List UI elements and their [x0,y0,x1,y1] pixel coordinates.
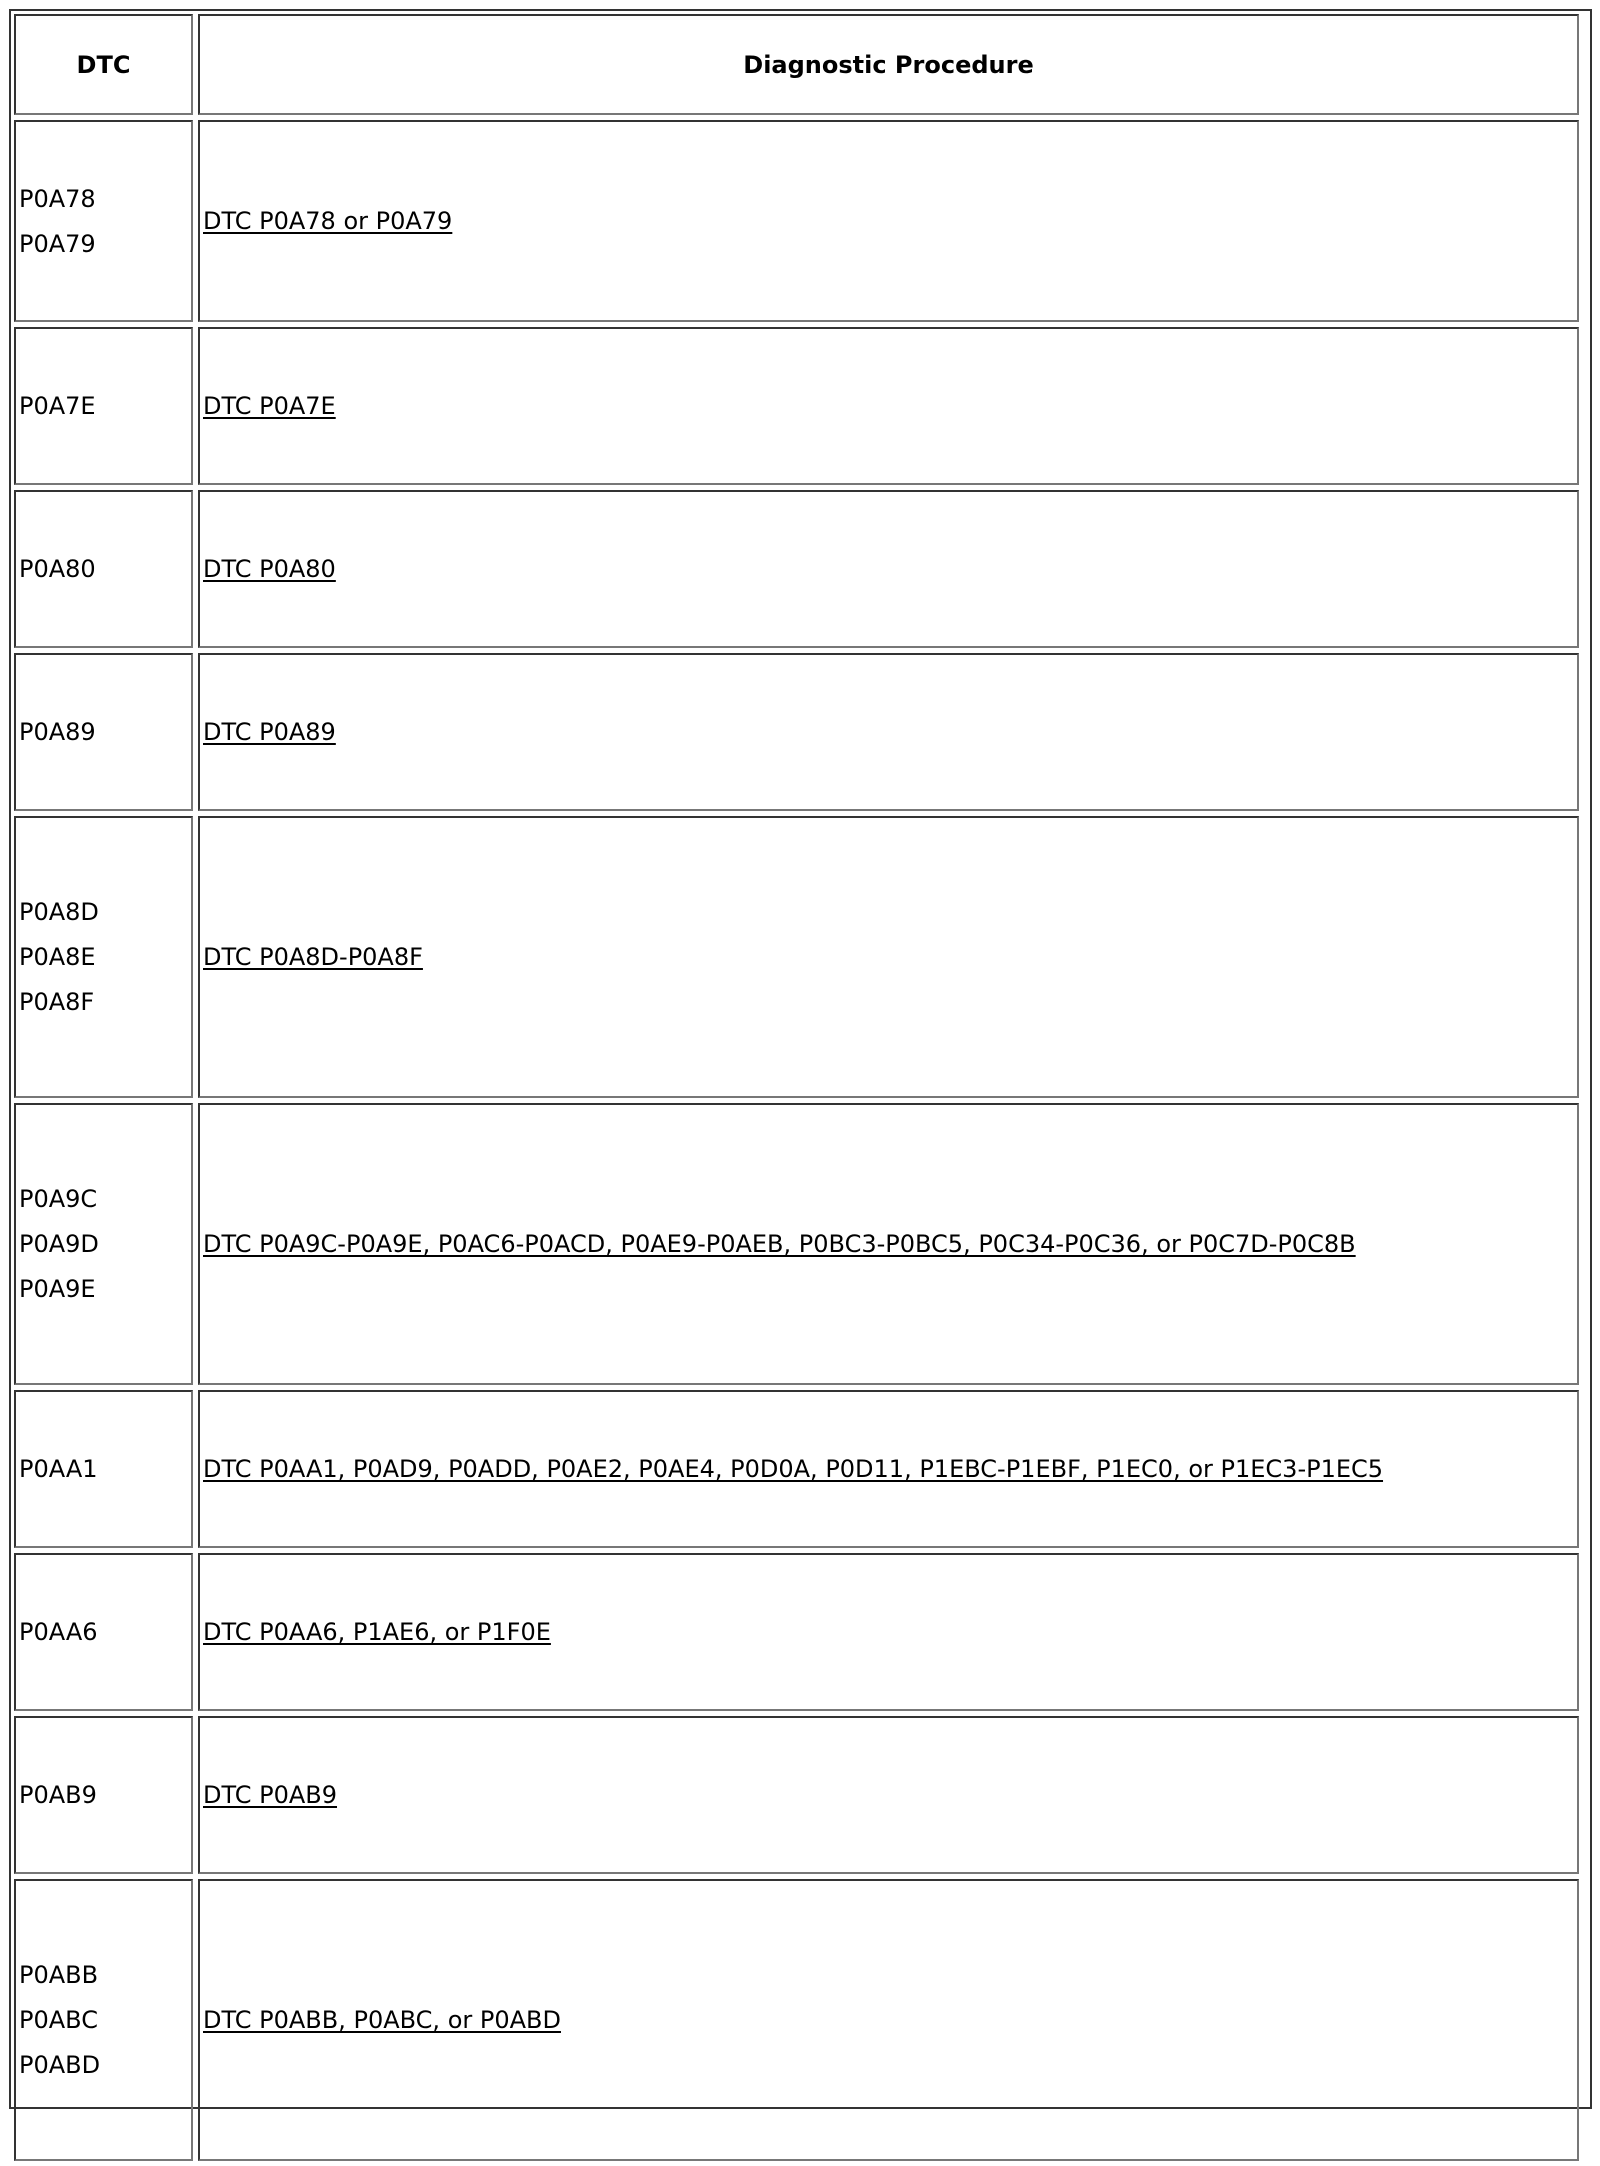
dtc-code-cell [14,1553,193,1711]
dtc-code: P0A9D [19,1230,99,1258]
table-row [14,120,1579,322]
diagnostic-procedure-link[interactable]: DTC P0A7E [203,392,336,420]
dtc-code: P0A9E [19,1275,96,1303]
table-body [14,120,1579,2161]
dtc-code: P0A8F [19,988,95,1016]
dtc-code: P0A79 [19,229,96,258]
dtc-code-cell [14,1103,193,1385]
diagnostic-procedure-cell [198,816,1579,1098]
dtc-table [9,9,1584,2166]
dtc-code-cell [14,490,193,648]
dtc-code: P0AA6 [19,1618,98,1646]
dtc-code-cell [14,816,193,1098]
diagnostic-procedure-link[interactable]: DTC P0AA1, P0AD9, P0ADD, P0AE2, P0AE4, P0D0A, P0D11, P1EBC-P1EBF, P1EC0, or P1EC3-P1EC5 [203,1455,1384,1483]
dtc-code-cell [14,120,193,322]
dtc-code: P0A78 [19,184,96,213]
table-row [14,816,1579,1098]
table-row [14,490,1579,648]
table-row [14,1716,1579,1874]
diagnostic-procedure-cell [198,653,1579,811]
diagnostic-procedure-link[interactable]: DTC P0A8D-P0A8F [203,943,423,971]
diagnostic-procedure-link[interactable]: DTC P0A9C-P0A9E, P0AC6-P0ACD, P0AE9-P0AEB, P0BC3-P0BC5, P0C34-P0C36, or P0C7D-P0C8B [203,1230,1356,1258]
dtc-code-cell [14,653,193,811]
dtc-code: P0A8E [19,943,96,971]
table-row [14,1103,1579,1385]
diagnostic-procedure-link[interactable]: DTC P0A80 [203,555,336,583]
dtc-code-cell [14,1716,193,1874]
dtc-code: P0A7E [19,392,96,420]
dtc-code: P0ABD [19,2051,101,2079]
diagnostic-procedure-cell [198,1879,1579,2161]
dtc-code-cell [14,327,193,485]
diagnostic-procedure-link[interactable]: DTC P0A78 or P0A79 [203,207,453,235]
table-row [14,1879,1579,2161]
diagnostic-procedure-cell [198,1553,1579,1711]
dtc-code: P0ABC [19,2006,98,2034]
dtc-code-cell [14,1390,193,1548]
diagnostic-procedure-link[interactable]: DTC P0A89 [203,718,336,746]
diagnostic-procedure-link[interactable]: DTC P0AB9 [203,1781,338,1809]
diagnostic-procedure-cell [198,1390,1579,1548]
table-row [14,653,1579,811]
header-diagnostic-procedure: Diagnostic Procedure [198,14,1579,115]
diagnostic-procedure-cell [198,490,1579,648]
table-row [14,1390,1579,1548]
dtc-code: P0A8D [19,898,99,926]
header-dtc: DTC [14,14,193,115]
dtc-code: P0ABB [19,1961,99,1989]
dtc-table-frame [9,9,1592,2109]
table-row [14,327,1579,485]
table-row [14,1553,1579,1711]
dtc-code: P0A9C [19,1185,98,1213]
table-header-row [14,14,1579,115]
dtc-code: P0AA1 [19,1455,98,1483]
dtc-code: P0A89 [19,718,96,746]
diagnostic-procedure-cell [198,120,1579,322]
diagnostic-procedure-link[interactable]: DTC P0ABB, P0ABC, or P0ABD [203,2006,561,2034]
dtc-code: P0AB9 [19,1781,97,1809]
diagnostic-procedure-link[interactable]: DTC P0AA6, P1AE6, or P1F0E [203,1618,551,1646]
dtc-code: P0A80 [19,555,96,583]
diagnostic-procedure-cell [198,327,1579,485]
diagnostic-procedure-cell [198,1716,1579,1874]
diagnostic-procedure-cell [198,1103,1579,1385]
dtc-code-cell [14,1879,193,2161]
